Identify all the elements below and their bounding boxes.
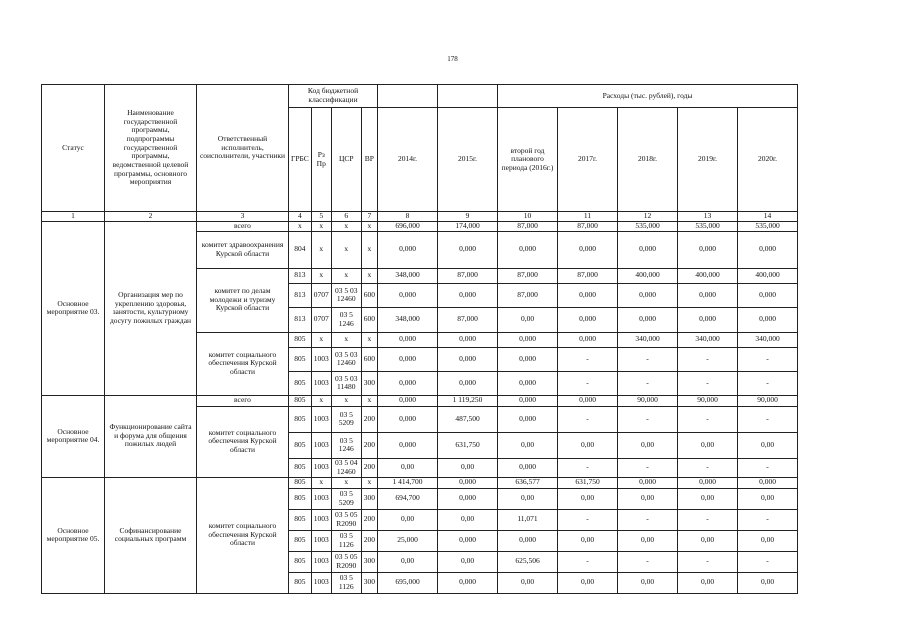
value-cell: 625,506	[498, 551, 558, 572]
value-cell: 174,000	[438, 221, 498, 231]
value-cell: 805	[289, 332, 312, 347]
value-cell: 600	[361, 283, 377, 307]
program-name-cell: Функционирование сайта и форума для общения пожилых людей	[105, 395, 197, 477]
header-year: 2019г.	[678, 108, 738, 212]
responsible-cell: комитет по делам молодежи и туризму Курской области	[197, 268, 289, 332]
value-cell: 200	[361, 432, 377, 458]
value-cell: 0,00	[738, 432, 798, 458]
value-cell: 340,000	[618, 332, 678, 347]
column-number-row	[42, 212, 798, 222]
value-cell: -	[738, 347, 798, 371]
value-cell: x	[331, 231, 361, 268]
column-number: 12	[618, 212, 678, 222]
value-cell: 0,000	[378, 231, 438, 268]
value-cell: 0,000	[618, 307, 678, 332]
value-cell: 813	[289, 268, 312, 283]
value-cell: x	[331, 268, 361, 283]
value-cell: 695,000	[378, 572, 438, 593]
column-number: 1	[42, 212, 105, 222]
value-cell: 0,00	[738, 572, 798, 593]
value-cell: 03 5 5209	[331, 406, 361, 432]
value-cell: 0,00	[378, 509, 438, 530]
value-cell: 348,000	[378, 307, 438, 332]
value-cell: 11,071	[498, 509, 558, 530]
value-cell: x	[361, 221, 377, 231]
value-cell: 487,500	[438, 406, 498, 432]
value-cell: 0,000	[438, 488, 498, 509]
value-cell: 805	[289, 572, 312, 593]
value-cell: 805	[289, 406, 312, 432]
value-cell: 0,000	[378, 395, 438, 406]
value-cell: 0,00	[378, 458, 438, 477]
value-cell: 87,000	[438, 268, 498, 283]
value-cell: 0,00	[498, 488, 558, 509]
value-cell: 87,000	[438, 307, 498, 332]
value-cell: x	[311, 395, 331, 406]
column-number: 6	[331, 212, 361, 222]
value-cell: 0,000	[378, 371, 438, 395]
value-cell: 805	[289, 509, 312, 530]
responsible-cell: комитет здравоохранения Курской области	[197, 231, 289, 268]
value-cell: -	[618, 551, 678, 572]
value-cell: 300	[361, 572, 377, 593]
value-cell: -	[738, 458, 798, 477]
value-cell: 805	[289, 530, 312, 551]
value-cell: x	[361, 395, 377, 406]
value-cell: x	[331, 332, 361, 347]
value-cell: -	[618, 371, 678, 395]
responsible-cell: комитет социального обеспечения Курской области	[197, 332, 289, 395]
value-cell: 1003	[311, 347, 331, 371]
value-cell: 200	[361, 509, 377, 530]
value-cell: 03 5 1246	[331, 432, 361, 458]
value-cell: 0,000	[678, 283, 738, 307]
value-cell: 03 5 03 12460	[331, 283, 361, 307]
value-cell: -	[558, 551, 618, 572]
responsible-cell: комитет социального обеспечения Курской области	[197, 406, 289, 477]
value-cell: 0,000	[498, 332, 558, 347]
header-blank	[378, 85, 438, 108]
status-cell: Основное мероприятие 03.	[42, 221, 105, 395]
value-cell: x	[361, 268, 377, 283]
value-cell: -	[738, 551, 798, 572]
value-cell: 03 5 04 12460	[331, 458, 361, 477]
header-rzpr: Рз Пр	[311, 108, 331, 212]
value-cell: x	[311, 231, 331, 268]
value-cell: 805	[289, 371, 312, 395]
header-year: 2020г.	[738, 108, 798, 212]
value-cell: 90,000	[618, 395, 678, 406]
header-csr: ЦСР	[331, 108, 361, 212]
value-cell: 0,000	[438, 332, 498, 347]
value-cell: 0,000	[378, 347, 438, 371]
value-cell: 813	[289, 307, 312, 332]
page-number: 178	[447, 55, 458, 63]
value-cell: 0,000	[678, 231, 738, 268]
column-number: 4	[289, 212, 312, 222]
value-cell: 0,00	[438, 509, 498, 530]
value-cell: 631,750	[558, 477, 618, 488]
value-cell: -	[738, 509, 798, 530]
value-cell: 0,000	[558, 395, 618, 406]
value-cell: 87,000	[558, 221, 618, 231]
value-cell: 300	[361, 551, 377, 572]
value-cell: -	[558, 458, 618, 477]
value-cell: 200	[361, 458, 377, 477]
value-cell: 0,000	[498, 406, 558, 432]
value-cell: 0,000	[558, 332, 618, 347]
value-cell: -	[558, 509, 618, 530]
value-cell: 0,000	[438, 231, 498, 268]
responsible-cell: комитет социального обеспечения Курской области	[197, 477, 289, 593]
value-cell: 600	[361, 307, 377, 332]
column-number: 10	[498, 212, 558, 222]
value-cell: 0,000	[438, 283, 498, 307]
value-cell: 0,000	[438, 347, 498, 371]
value-cell: 348,000	[378, 268, 438, 283]
value-cell: 805	[289, 477, 312, 488]
value-cell: 805	[289, 395, 312, 406]
value-cell: 0,000	[618, 283, 678, 307]
header-vr: ВР	[361, 108, 377, 212]
value-cell: 0,000	[498, 347, 558, 371]
value-cell: 1 119,250	[438, 395, 498, 406]
value-cell: 400,000	[738, 268, 798, 283]
value-cell: 0,000	[438, 572, 498, 593]
value-cell: 1003	[311, 572, 331, 593]
value-cell: 03 5 03 11480	[331, 371, 361, 395]
value-cell: 0,000	[558, 283, 618, 307]
value-cell: 0,000	[498, 395, 558, 406]
column-number: 2	[105, 212, 197, 222]
value-cell: -	[738, 406, 798, 432]
value-cell: 340,000	[738, 332, 798, 347]
value-cell: 0,00	[438, 551, 498, 572]
value-cell: 0,00	[558, 432, 618, 458]
program-name-cell: Организация мер по укреплению здоровья, занятости, культурному досугу пожилых граждан	[105, 221, 197, 395]
value-cell: 0,00	[738, 530, 798, 551]
value-cell: 1003	[311, 458, 331, 477]
value-cell: 03 5 05 R2090	[331, 551, 361, 572]
value-cell: 300	[361, 371, 377, 395]
value-cell: 0,000	[738, 283, 798, 307]
table-row	[42, 395, 798, 406]
header-blank	[438, 85, 498, 108]
value-cell: -	[678, 458, 738, 477]
value-cell: 535,000	[678, 221, 738, 231]
value-cell: 87,000	[498, 283, 558, 307]
value-cell: 87,000	[558, 268, 618, 283]
header-year: 2018г.	[618, 108, 678, 212]
value-cell: 0,000	[738, 307, 798, 332]
value-cell: 0,000	[678, 307, 738, 332]
value-cell: 0707	[311, 283, 331, 307]
value-cell: 0,00	[558, 488, 618, 509]
value-cell: 0,000	[378, 406, 438, 432]
value-cell: 0,000	[558, 307, 618, 332]
value-cell: -	[618, 458, 678, 477]
value-cell: 03 5 5209	[331, 488, 361, 509]
value-cell: 400,000	[618, 268, 678, 283]
value-cell: 0,00	[618, 432, 678, 458]
value-cell: 0,00	[498, 307, 558, 332]
value-cell: 804	[289, 231, 312, 268]
header-status: Статус	[42, 85, 105, 212]
header-year: 2014г.	[378, 108, 438, 212]
value-cell: 0,000	[498, 231, 558, 268]
column-number: 11	[558, 212, 618, 222]
value-cell: 03 5 1126	[331, 530, 361, 551]
value-cell: 0,00	[558, 530, 618, 551]
value-cell: 694,700	[378, 488, 438, 509]
value-cell: 340,000	[678, 332, 738, 347]
value-cell: 03 5 1126	[331, 572, 361, 593]
budget-table-body	[42, 221, 798, 593]
column-number: 5	[311, 212, 331, 222]
value-cell: x	[361, 332, 377, 347]
value-cell: 535,000	[738, 221, 798, 231]
value-cell: 1003	[311, 371, 331, 395]
header-name: Наименование государственной программы, подпрограммы государственной программы, ведомственной целевой программы, основного мероприятия	[105, 85, 197, 212]
value-cell: 0,000	[678, 477, 738, 488]
header-year: 2015г.	[438, 108, 498, 212]
value-cell: 25,000	[378, 530, 438, 551]
value-cell: 813	[289, 283, 312, 307]
value-cell: 1003	[311, 432, 331, 458]
value-cell: x	[361, 477, 377, 488]
value-cell: 0,000	[498, 371, 558, 395]
value-cell: 0,00	[618, 572, 678, 593]
value-cell: x	[311, 332, 331, 347]
header-grbs: ГРБС	[289, 108, 312, 212]
value-cell: -	[558, 406, 618, 432]
value-cell: 1003	[311, 509, 331, 530]
value-cell: x	[331, 477, 361, 488]
table-row	[42, 221, 798, 231]
value-cell: 0,000	[438, 371, 498, 395]
value-cell: x	[311, 221, 331, 231]
value-cell: 90,000	[678, 395, 738, 406]
value-cell: 0,000	[618, 477, 678, 488]
value-cell: 0,000	[738, 231, 798, 268]
value-cell: -	[558, 347, 618, 371]
value-cell: 0,000	[558, 231, 618, 268]
value-cell: 0,00	[678, 572, 738, 593]
column-number: 7	[361, 212, 377, 222]
value-cell: 1003	[311, 488, 331, 509]
value-cell: 87,000	[498, 221, 558, 231]
value-cell: x	[361, 231, 377, 268]
value-cell: 805	[289, 488, 312, 509]
value-cell: 631,750	[438, 432, 498, 458]
value-cell: x	[311, 268, 331, 283]
value-cell: 0,000	[498, 530, 558, 551]
value-cell: -	[678, 347, 738, 371]
value-cell: 805	[289, 551, 312, 572]
value-cell: 0,000	[438, 477, 498, 488]
value-cell: 0,00	[498, 432, 558, 458]
value-cell: 0,000	[498, 458, 558, 477]
responsible-cell: всего	[197, 221, 289, 231]
status-cell: Основное мероприятие 04.	[42, 395, 105, 477]
value-cell: 0,000	[738, 477, 798, 488]
value-cell: 0,00	[678, 530, 738, 551]
value-cell: -	[738, 371, 798, 395]
value-cell: 0707	[311, 307, 331, 332]
value-cell: 0,000	[618, 231, 678, 268]
value-cell: 0,00	[378, 551, 438, 572]
value-cell: 90,000	[738, 395, 798, 406]
responsible-cell: всего	[197, 395, 289, 406]
value-cell: x	[331, 221, 361, 231]
value-cell: 696,000	[378, 221, 438, 231]
value-cell: 0,00	[678, 432, 738, 458]
status-cell: Основное мероприятие 05.	[42, 477, 105, 593]
value-cell: 200	[361, 530, 377, 551]
value-cell: 1003	[311, 530, 331, 551]
value-cell: -	[678, 509, 738, 530]
value-cell: 805	[289, 347, 312, 371]
budget-table	[41, 84, 798, 594]
header-expenses: Расходы (тыс. рублей), годы	[498, 85, 798, 108]
value-cell: -	[618, 347, 678, 371]
value-cell: 1003	[311, 406, 331, 432]
value-cell: x	[311, 477, 331, 488]
value-cell: 805	[289, 458, 312, 477]
value-cell: 0,00	[618, 488, 678, 509]
value-cell: 300	[361, 488, 377, 509]
value-cell: 03 5 05 R2090	[331, 509, 361, 530]
value-cell: -	[558, 371, 618, 395]
header-year: 2017г.	[558, 108, 618, 212]
value-cell: 87,000	[498, 268, 558, 283]
value-cell: 0,00	[738, 488, 798, 509]
value-cell: 0,00	[498, 572, 558, 593]
header-responsible: Ответственный исполнитель, соисполнители, участники	[197, 85, 289, 212]
value-cell: 0,000	[378, 283, 438, 307]
value-cell: 1003	[311, 551, 331, 572]
value-cell: -	[678, 406, 738, 432]
table-row	[42, 477, 798, 488]
value-cell: 600	[361, 347, 377, 371]
value-cell: 400,000	[678, 268, 738, 283]
value-cell: 0,00	[558, 572, 618, 593]
program-name-cell: Софинансирование социальных программ	[105, 477, 197, 593]
value-cell: -	[678, 551, 738, 572]
value-cell: 0,00	[438, 458, 498, 477]
value-cell: 535,000	[618, 221, 678, 231]
value-cell: 03 5 03 12460	[331, 347, 361, 371]
header-year: второй год планового периода (2016г.)	[498, 108, 558, 212]
value-cell: 0,000	[378, 432, 438, 458]
value-cell: -	[618, 406, 678, 432]
value-cell: -	[678, 371, 738, 395]
value-cell: 0,000	[378, 332, 438, 347]
column-number: 3	[197, 212, 289, 222]
value-cell: 03 5 1246	[331, 307, 361, 332]
value-cell: 1 414,700	[378, 477, 438, 488]
value-cell: x	[331, 395, 361, 406]
value-cell: x	[289, 221, 312, 231]
column-number: 14	[738, 212, 798, 222]
column-number: 13	[678, 212, 738, 222]
value-cell: 0,00	[618, 530, 678, 551]
column-number: 9	[438, 212, 498, 222]
value-cell: 636,577	[498, 477, 558, 488]
value-cell: -	[618, 509, 678, 530]
header-budget-code: Код бюджетной классификации	[289, 85, 378, 108]
value-cell: 805	[289, 432, 312, 458]
value-cell: 0,000	[438, 530, 498, 551]
value-cell: 0,00	[678, 488, 738, 509]
column-number: 8	[378, 212, 438, 222]
value-cell: 200	[361, 406, 377, 432]
